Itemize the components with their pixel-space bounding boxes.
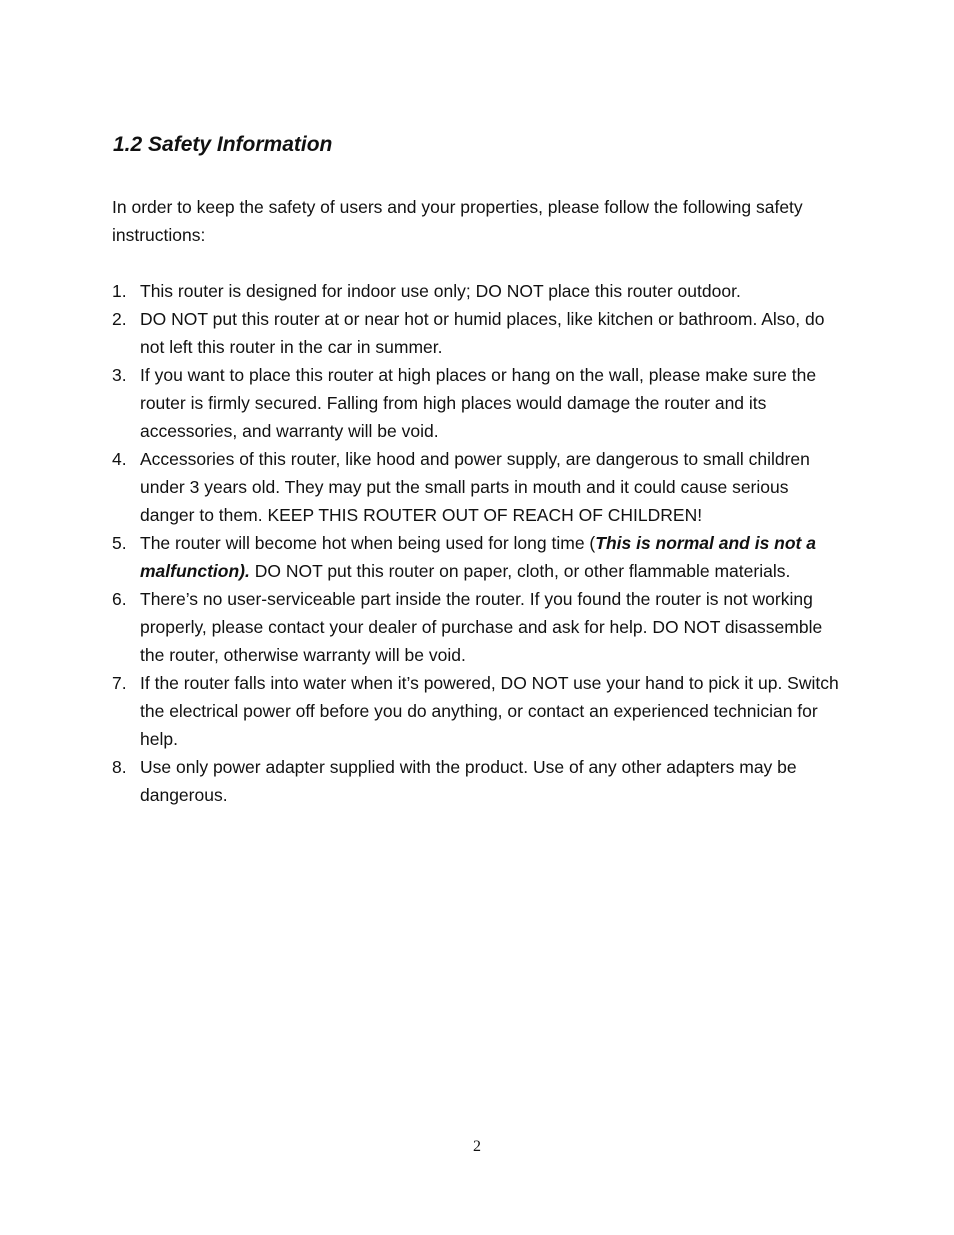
- list-item: [112, 361, 847, 445]
- list-item-text: There’s no user-serviceable part inside the router. If you found the router is not working properly, please contact your dealer of purchase and ask for help. DO NOT disassemble the router, otherwise warranty will be void.: [140, 589, 823, 665]
- list-item-text: This router is designed for indoor use only; DO NOT place this router outdoor.: [140, 281, 741, 301]
- list-item-text: DO NOT put this router at or near hot or humid places, like kitchen or bathroom. Also, do not left this router in the car in summer.: [140, 309, 825, 357]
- list-item-number: 5.: [112, 533, 127, 553]
- list-item: [112, 669, 847, 753]
- list-item-text: Use only power adapter supplied with the product. Use of any other adapters may be dangerous.: [140, 757, 797, 805]
- intro-paragraph: In order to keep the safety of users and your properties, please follow the following safety instructions:: [112, 197, 803, 245]
- list-item: [112, 753, 847, 809]
- emphasis-text: This is normal and is not a malfunction).: [140, 533, 816, 581]
- list-item-number: 2.: [112, 309, 127, 329]
- list-item: [112, 445, 847, 529]
- list-item: [112, 585, 847, 669]
- list-item-number: 8.: [112, 757, 127, 777]
- list-item-text: [140, 529, 847, 585]
- list-item-text: If you want to place this router at high places or hang on the wall, please make sure the router is firmly secured. Falling from high places would damage the router and its accessories, and warranty will be void.: [140, 365, 817, 441]
- list-item: [112, 529, 847, 585]
- list-item: [112, 277, 847, 305]
- list-item-text: Accessories of this router, like hood and power supply, are dangerous to small children under 3 years old. They may put the small parts in mouth and it could cause serious danger to them. KEEP THIS ROUTER OUT OF REACH OF CHILDREN!: [140, 449, 810, 525]
- list-item-text-start: The router will become hot when being used for long time (: [140, 533, 596, 553]
- list-item-text-end: DO NOT put this router on paper, cloth, or other flammable materials.: [249, 561, 791, 581]
- safety-instructions-list: [112, 277, 847, 809]
- page-number: 2: [473, 1138, 481, 1155]
- list-item-number: 7.: [112, 673, 127, 693]
- list-item: [112, 305, 847, 361]
- list-item-number: 1.: [112, 281, 127, 301]
- list-item-text: If the router falls into water when it’s powered, DO NOT use your hand to pick it up. Switch the electrical power off before you do anything, or contact an experienced technician for help.: [140, 673, 839, 749]
- list-item-number: 3.: [112, 365, 127, 385]
- section-heading: 1.2 Safety Information: [113, 133, 333, 156]
- list-item-number: 6.: [112, 589, 127, 609]
- list-item-number: 4.: [112, 449, 127, 469]
